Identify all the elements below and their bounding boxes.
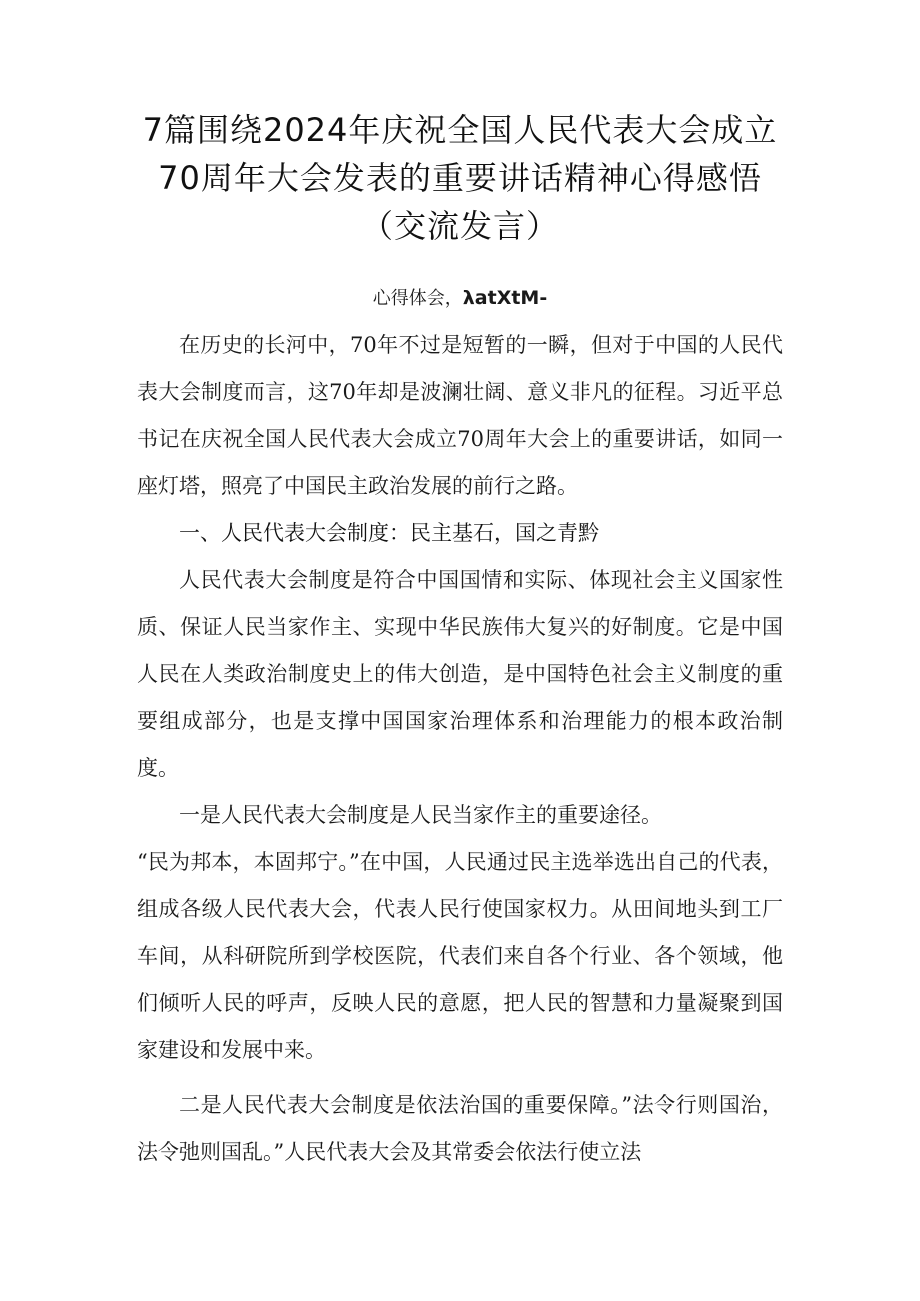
- body-paragraph: “民为邦本，本固邦宁。”在中国，人民通过民主选举选出自己的代表，组成各级人民代表大会，代表人民行使国家权力。从田间地头到工厂车间，从科研院所到学校医院，代表们来自各个行业、各个领域，他们倾听人民的呼声，反映人民的意愿，把人民的智慧和力量凝聚到国家建设和发展中来。: [137, 850, 783, 1062]
- point-one-heading: 一是人民代表大会制度是人民当家作主的重要途径。: [179, 803, 662, 827]
- body-paragraph: 人民代表大会制度是符合中国国情和实际、体现社会主义国家性质、保证人民当家作主、实现中华民族伟大复兴的好制度。它是中国人民在人类政治制度史上的伟大创造，是中国特色社会主义制度的重要组成部分，也是支撑中国国家治理体系和治理能力的根本政治制度。: [137, 568, 783, 780]
- document-title: 7篇围绕2024年庆祝全国人民代表大会成立70周年大会发表的重要讲话精神心得感悟（交流发言）: [142, 111, 778, 245]
- byline: [140, 285, 780, 312]
- intro-paragraph: 在历史的长河中，70年不过是短暂的一瞬，但对于中国的人民代表大会制度而言，这70年却是波澜壮阔、意义非凡的征程。习近平总书记在庆祝全国人民代表大会成立70周年大会上的重要讲话，如同一座灯塔，照亮了中国民主政治发展的前行之路。: [137, 333, 783, 498]
- byline-label: 心得体会，: [372, 288, 463, 309]
- byline-signature: λatXtM-: [462, 287, 548, 309]
- point-two-paragraph: 二是人民代表大会制度是依法治国的重要保障。”法令行则国治，法令弛则国乱。”人民代表大会及其常委会依法行使立法: [137, 1093, 783, 1164]
- document-body: [137, 322, 783, 1176]
- section-heading: 一、人民代表大会制度：民主基石，国之青黔: [179, 521, 599, 545]
